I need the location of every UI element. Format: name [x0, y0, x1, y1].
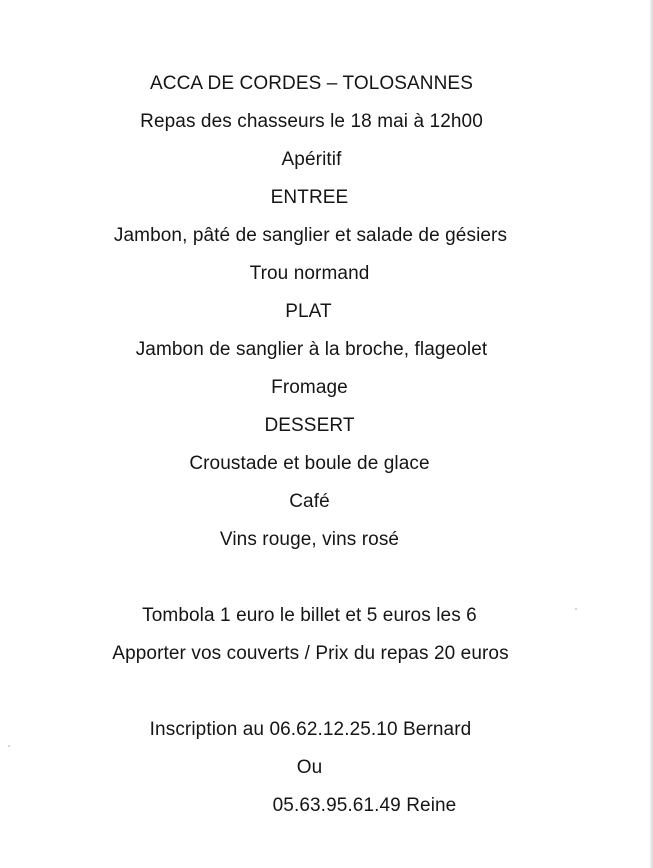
menu-wines: Vins rouge, vins rosé: [219, 529, 400, 550]
meal-price-info: Apporter vos couverts / Prix du repas 20 euros: [112, 643, 509, 664]
scan-speck: [8, 745, 10, 747]
registration-or: Ou: [296, 757, 323, 778]
menu-aperitif: Apéritif: [281, 149, 342, 170]
section-heading-dessert: DESSERT: [264, 415, 355, 436]
menu-dessert: Croustade et boule de glace: [189, 453, 430, 474]
tombola-info: Tombola 1 euro le billet et 5 euros les 6: [142, 605, 477, 626]
menu-cheese: Fromage: [271, 377, 348, 398]
menu-trou-normand: Trou normand: [249, 263, 370, 284]
registration-contact-1: Inscription au 06.62.12.25.10 Bernard: [149, 719, 472, 740]
event-title: ACCA DE CORDES – TOLOSANNES: [150, 73, 473, 94]
section-heading-entree: ENTREE: [270, 187, 349, 208]
section-heading-plat: PLAT: [285, 301, 332, 322]
menu-coffee: Café: [289, 491, 330, 512]
menu-starter: Jambon, pâté de sanglier et salade de gésiers: [113, 225, 508, 246]
menu-main-course: Jambon de sanglier à la broche, flageolet: [135, 339, 488, 360]
scan-speck: [575, 608, 577, 610]
event-date: Repas des chasseurs le 18 mai à 12h00: [140, 111, 483, 132]
registration-contact-2: 05.63.95.61.49 Reine: [272, 795, 457, 816]
